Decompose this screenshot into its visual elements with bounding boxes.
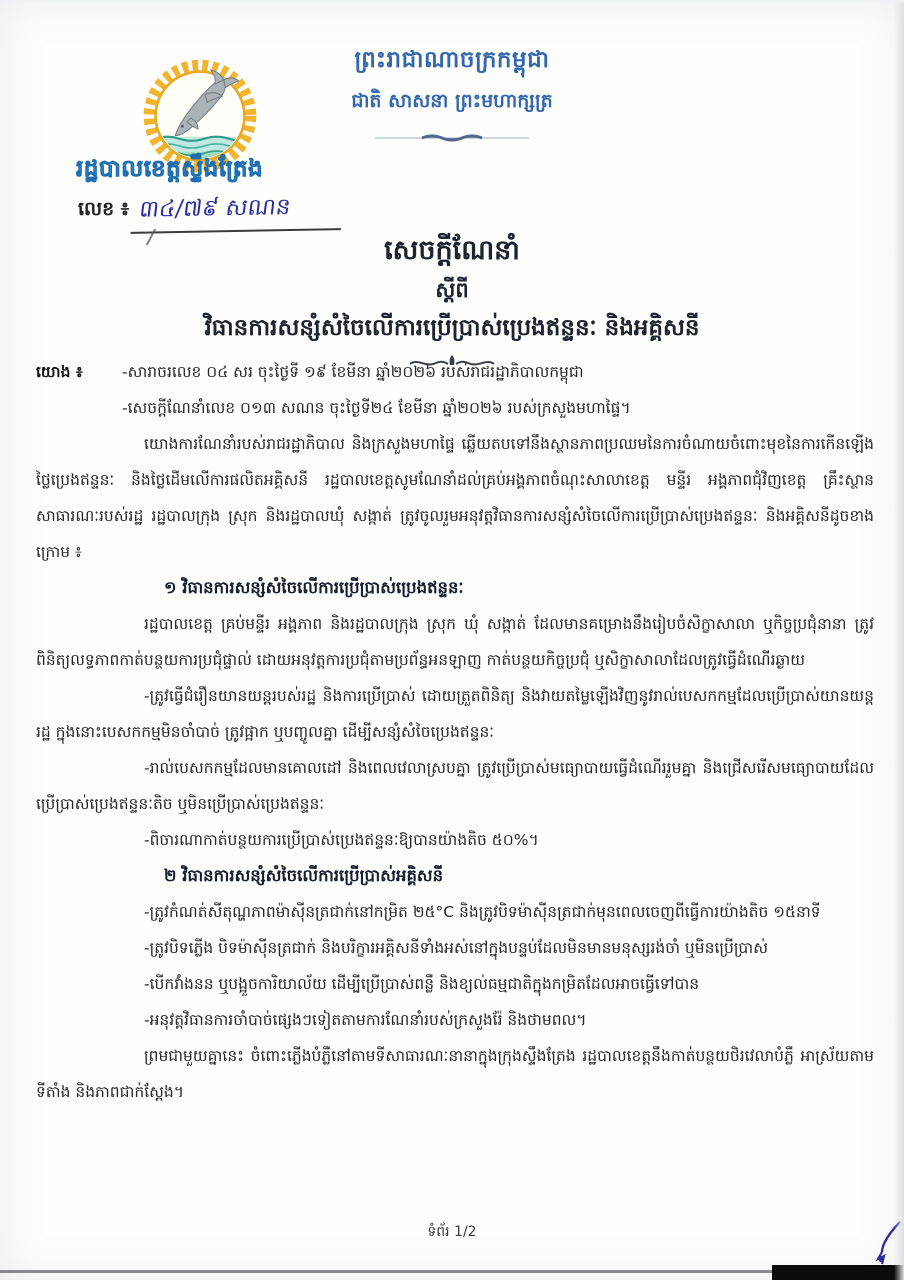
scan-black-strip (772, 1265, 904, 1280)
reference-label: យោង ៖ (36, 363, 83, 381)
paragraph: -ត្រូវធ្វើជំរឿនយានយន្តរបស់រដ្ឋ និងការប្រើប្រាស់ ដោយត្រួតពិនិត្យ និងវាយតម្លៃឡើងវិញនូវរាល់បេសកកម្មដែលប្រើប្រាស់យានយន្តរដ្ឋ ក្នុងនោះបេសកកម្មមិនចាំបាច់ ត្រូវផ្អាក ឬបញ្ចូលគ្នា ដើម្បីសន្សំសំចៃប្រេងឥន្ទនៈ (36, 687, 874, 741)
document-title (0, 234, 904, 371)
paragraph: -អនុវត្តវិធានការចាំបាច់ផ្សេងៗទៀតតាមការណែនាំរបស់ក្រសួងរ៉ែ និងថាមពល។ (144, 1011, 587, 1029)
document-body (36, 354, 874, 1216)
page-number: ទំព័រ 1/2 (427, 1224, 477, 1240)
paragraph: -រាល់បេសកកម្មដែលមានគោលដៅ និងពេលវេលាស្របគ្នា ត្រូវប្រើប្រាស់មធ្យោបាយធ្វើដំណើររួមគ្នា និងជ្រើសរើសមធ្យោបាយដែលប្រើប្រាស់ប្រេងឥន្ទនៈតិច ឬមិនប្រើប្រាស់ប្រេងឥន្ទនៈ (36, 759, 874, 813)
section-heading-1: ១ វិធានការសន្សំសំចៃលើការប្រើប្រាស់ប្រេងឥន្ទនៈ (164, 578, 464, 597)
paragraph: រដ្ឋបាលខេត្ត គ្រប់មន្ទីរ អង្គភាព និងរដ្ឋបាលក្រុង ស្រុក ឃុំ សង្កាត់ ដែលមានគម្រោងនឹងរៀបចំសិក្ខាសាលា ឬកិច្ចប្រជុំនានា ត្រូវពិនិត្យលទ្ធភាពកាត់បន្ថយការប្រជុំផ្ទាល់ ដោយអនុវត្តការប្រជុំតាមប្រព័ន្ធអនឡាញ កាត់បន្ថយកិច្ចប្រជុំ ឬសិក្ខាសាលាដែលត្រូវធ្វើដំណើរឆ្ងាយ (36, 615, 874, 669)
paragraph: -ត្រូវកំណត់សីតុណ្ហភាពម៉ាស៊ីនត្រជាក់នៅកម្រិត ២៥°C និងត្រូវបិទម៉ាស៊ីនត្រជាក់មុនពេលចេញពីធ្វើការយ៉ាងតិច ១៥នាទី (144, 903, 821, 921)
reference-item: -សារាចរលេខ ០៤ សរ ចុះថ្ងៃទី ១៩ ខែមីនា ឆ្នាំ២០២៦ របស់រាជរដ្ឋាភិបាលកម្ពុជា (122, 363, 584, 381)
reference-item: -សេចក្តីណែនាំលេខ ០១៣ សណន ចុះថ្ងៃទី២៤ ខែមីនា ឆ្នាំ២០២៦ របស់ក្រសួងមហាផ្ទៃ។ (122, 399, 631, 417)
paragraph: -បើកវាំងនន ឬបង្អួចការិយាល័យ ដើម្បីប្រើប្រាស់ពន្លឺ និងខ្យល់ធម្មជាតិក្នុងកម្រិតដែលអាចធ្វើទៅបាន (144, 975, 700, 993)
title-line-3: វិធានការសន្សំសំចៃលើការប្រើប្រាស់ប្រេងឥន្ទនៈ និងអគ្គិសនី (204, 315, 700, 341)
paragraph: -ពិចារណាកាត់បន្ថយការប្រើប្រាស់ប្រេងឥន្ទនៈឱ្យបានយ៉ាងតិច ៥០%។ (144, 831, 539, 849)
kingdom-title: ព្រះរាជាណាចក្រកម្ពុជា (354, 47, 550, 73)
page-top-shadow (0, 0, 904, 4)
document-number-row (78, 194, 343, 232)
section-heading-2: ២ វិធានការសន្សំសំចៃលើការប្រើប្រាស់អគ្គិសនី (164, 866, 444, 885)
motto-divider (367, 131, 537, 145)
document-number-handwritten: ៣៤/៧៩ សណន (131, 192, 346, 234)
paragraph: ព្រមជាមួយគ្នានេះ ចំពោះភ្លើងបំភ្លឺនៅតាមទីសាធារណៈនានាក្នុងក្រុងស្ទឹងត្រែង រដ្ឋបាលខេត្តនឹងកាត់បន្ថយថិរវេលាបំភ្លឺ អាស្រ័យតាមទីតាំង និងភាពជាក់ស្តែង។ (36, 1047, 874, 1101)
document-number-label: លេខ ៖ (78, 198, 130, 220)
national-motto: ជាតិ សាសនា ព្រះមហាក្សត្រ (351, 90, 553, 112)
scan-bottom-edge (0, 1270, 904, 1273)
national-header (0, 46, 904, 145)
title-line-2: ស្តីពី (435, 278, 469, 302)
paragraph: -ត្រូវបិទភ្លើង បិទម៉ាស៊ីនត្រជាក់ និងបរិក្ខារអគ្គិសនីទាំងអស់នៅក្នុងបន្ទប់ដែលមិនមានមនុស្សរង់ចាំ ឬមិនប្រើប្រាស់ (144, 939, 768, 957)
reference-block (36, 354, 874, 426)
title-line-1: សេចក្តីណែនាំ (384, 235, 520, 266)
paragraph: យោងការណែនាំរបស់រាជរដ្ឋាភិបាល និងក្រសួងមហាផ្ទៃ ឆ្លើយតបទៅនឹងស្ថានភាពប្រឈមនៃការចំណាយចំពោះមុខនៃការកើនឡើងថ្លៃប្រេងឥន្ទនៈ និងថ្លៃដើមលើការផលិតអគ្គិសនី រដ្ឋបាលខេត្តសូមណែនាំដល់គ្រប់អង្គភាពចំណុះសាលាខេត្ត មន្ទីរ អង្គភាពជុំវិញខេត្ត គ្រឹះស្ថានសាធារណៈរបស់រដ្ឋ រដ្ឋបាលក្រុង ស្រុក និងរដ្ឋបាលឃុំ សង្កាត់ ត្រូវចូលរួមអនុវត្តវិធានការសន្សំសំចៃលើការប្រើប្រាស់ប្រេងឥន្ទនៈ និងអគ្គិសនីដូចខាងក្រោម ៖ (36, 435, 874, 561)
administration-name: រដ្ឋបាលខេត្តស្ទឹងត្រែង (76, 156, 264, 182)
page-edge-shadow (894, 0, 904, 1280)
